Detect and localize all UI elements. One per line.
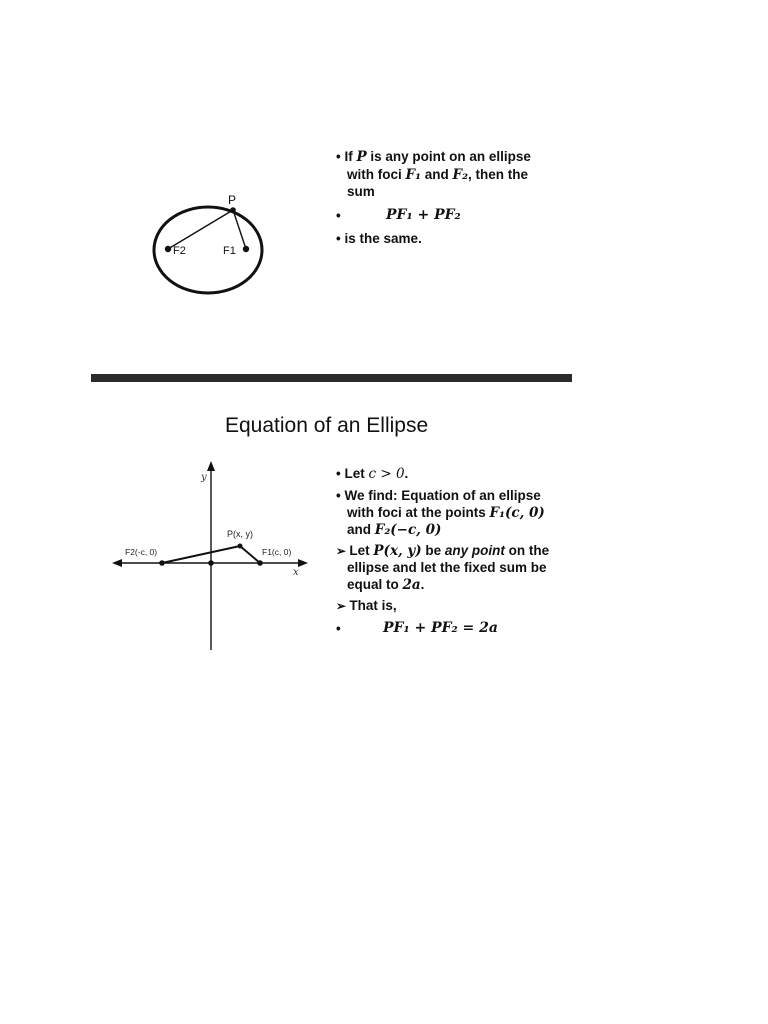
label-p: P: [228, 193, 237, 207]
segment-f2-p: [162, 546, 240, 563]
ellipse-diagram: [140, 188, 275, 303]
point-p: [238, 544, 243, 549]
x-axis-arrow-right: [298, 559, 308, 567]
slide2-bullet-3-line-3: equal to 2a.: [347, 577, 425, 593]
label-f2: F2: [173, 245, 186, 257]
coordinate-graph: [110, 460, 310, 652]
slide1-bullet-1-line-1: • If P is any point on an ellipse: [336, 149, 531, 165]
point-origin: [208, 560, 214, 566]
segment-p-f1: [240, 546, 260, 563]
slide2-formula-2a: PF₁ + PF₂ = 2a: [383, 620, 498, 636]
point-f2: [165, 246, 171, 252]
x-axis-arrow-left: [112, 559, 122, 567]
slide2-bullet-3-line-2: ellipse and let the fixed sum be: [347, 560, 547, 575]
label-p: P(x, y): [227, 529, 253, 539]
y-axis-arrow: [207, 461, 215, 471]
slide2-title: Equation of an Ellipse: [225, 414, 429, 437]
axis-x-label: x: [293, 567, 299, 578]
slide1-bullet-3: • is the same.: [336, 231, 422, 246]
axis-y-label: y: [201, 472, 207, 483]
slide2-bullet-2-line-1: • We find: Equation of an ellipse: [336, 488, 541, 503]
slide1-bullet-1-line-3: sum: [347, 184, 375, 199]
var-p: P: [356, 149, 367, 165]
var-f1: F₁: [405, 167, 421, 183]
arrow-bullet-icon: ➢: [336, 599, 350, 613]
slide2-bullet-2-line-2: with foci at the points F₁(c, 0): [347, 505, 545, 521]
label-f1: F1: [223, 245, 236, 257]
point-f2: [159, 560, 165, 566]
point-f1: [243, 246, 249, 252]
label-f1: F1(c, 0): [262, 547, 292, 557]
slide2-bullet-4: ➢ That is,: [336, 598, 397, 613]
slide1-bullet-2: •: [336, 208, 341, 223]
slide2-bullet-3-line-1: ➢ Let P(x, y) be any point on the: [336, 543, 550, 559]
slide2-bullet-5: •: [336, 621, 341, 636]
slide1-formula-sum: PF₁ + PF₂: [386, 207, 461, 223]
slide-divider: [91, 374, 572, 382]
slide1-bullet-1-line-2: with foci F₁ and F₂, then the: [347, 167, 529, 183]
label-f2: F2(-c, 0): [125, 547, 158, 557]
var-f2: F₂: [452, 167, 469, 183]
point-f1: [257, 560, 263, 566]
slide2-bullet-1: • Let c > 0.: [336, 466, 409, 482]
slide2-bullet-2-line-3: and F₂(−c, 0): [347, 522, 442, 538]
point-p: [230, 207, 236, 213]
arrow-bullet-icon: ➢: [336, 544, 350, 558]
